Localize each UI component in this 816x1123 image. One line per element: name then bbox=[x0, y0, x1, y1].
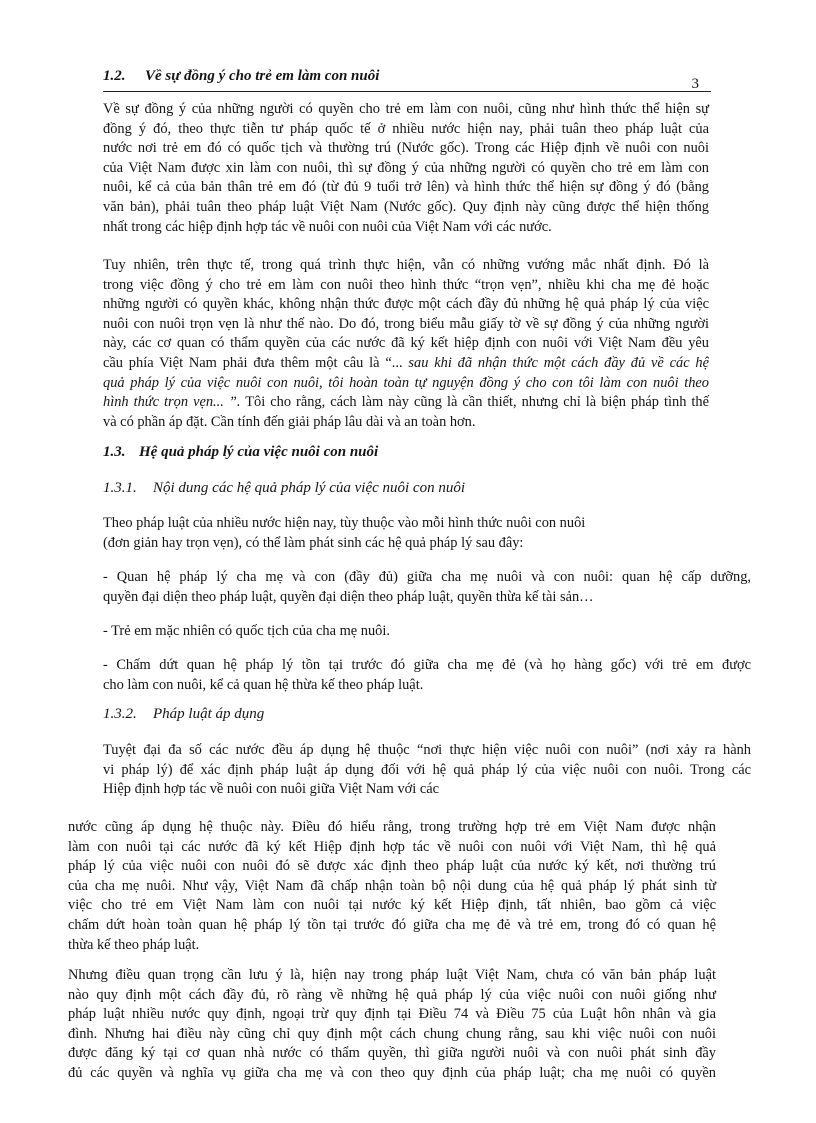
list-item bbox=[103, 656, 751, 695]
text-line: vi pháp lý) để xác định pháp luật áp dụng đối với hệ quả pháp lý của việc nuôi con nuôi. Trong các bbox=[103, 761, 751, 778]
text-line: - Chấm dứt quan hệ pháp lý tồn tại trước đó giữa cha mẹ đẻ (và họ hàng gốc) với trẻ em được bbox=[103, 657, 751, 673]
quoted-text: quả pháp lý của việc nuôi con nuôi, tôi hoàn toàn tự nguyện đồng ý cho con tôi làm con nuôi theo bbox=[103, 374, 709, 391]
section-heading-1-3-2 bbox=[103, 706, 264, 723]
text-line: Hiệp định hợp tác về nuôi con nuôi giữa Việt Nam với các bbox=[103, 781, 440, 798]
paragraph-consent-issues bbox=[103, 256, 709, 432]
text-line: thừa kế theo pháp luật. bbox=[68, 936, 200, 953]
text-line: được đăng ký tại cơ quan nhà nước có thẩm quyền, thì giữa người nuôi và con nuôi phát sinh đầy bbox=[68, 1045, 716, 1062]
text-line: pháp luật nhiều nước quy định, ngoại trừ quy định tại Điều 74 và Điều 75 của Luật hôn nhân và gia bbox=[68, 1006, 716, 1023]
text-line: nuôi con nuôi trọn vẹn là như thế nào. Do đó, trong biểu mẫu giấy tờ về sự đồng ý của những người bbox=[103, 315, 709, 332]
text-line: chấm dứt hoàn toàn quan hệ pháp lý tồn tại trước đó giữa cha mẹ đẻ và trẻ em, trong đó có quan hệ bbox=[68, 916, 716, 933]
section-title: Pháp luật áp dụng bbox=[153, 706, 265, 722]
text-line: nuôi, kể cả của bản thân trẻ em đó (từ đủ 9 tuổi trở lên) và hình thức thể hiện sự đồng ý đó (bằng bbox=[103, 179, 709, 196]
section-title: Về sự đồng ý cho trẻ em làm con nuôi bbox=[145, 68, 380, 84]
section-heading-1-3 bbox=[103, 444, 378, 461]
text-line: Tuyệt đại đa số các nước đều áp dụng hệ thuộc “nơi thực hiện việc nuôi con nuôi” (nơi xảy ra hành bbox=[103, 742, 751, 758]
quoted-text: sau khi đã nhận thức một cách đầy đủ về các hệ bbox=[408, 354, 709, 371]
section-heading-1-3-1 bbox=[103, 480, 465, 497]
text-line: nước nơi trẻ em đó có quốc tịch và thường trú (Nước gốc). Trong các Hiệp định về nuôi con nuôi bbox=[103, 140, 709, 157]
section-number: 1.2. bbox=[103, 68, 126, 84]
text-line: nước cũng áp dụng hệ thuộc này. Điều đó hiểu rằng, trong trường hợp trẻ em Việt Nam được nhận bbox=[68, 819, 716, 835]
text-line bbox=[103, 393, 709, 413]
quoted-text: hình thức trọn vẹn... ”. bbox=[103, 394, 241, 411]
text-run: Tôi cho rằng, cách làm này cũng là cần thiết, nhưng chỉ là biện pháp tình thế bbox=[240, 394, 710, 411]
text-line: Nhưng điều quan trọng cần lưu ý là, hiện nay trong pháp luật Việt Nam, chưa có văn bản pháp luật bbox=[68, 967, 716, 983]
text-line: những người có quyền khác, không nhận thức được một cách đầy đủ những hệ quả pháp lý của việc bbox=[103, 296, 709, 313]
text-line: pháp lý của việc nuôi con nuôi đó sẽ được xác định theo pháp luật của nước ký kết, nơi thường trú bbox=[68, 858, 716, 875]
page-number: 3 bbox=[691, 76, 699, 92]
text-line: nào quy định một cách đầy đủ, rõ ràng về những hệ quả pháp lý của việc nuôi con nuôi giống như bbox=[68, 986, 716, 1003]
text-line: văn bản), phải tuân theo pháp luật Việt Nam (Nước gốc). Quy định này cũng được thể hiện thống bbox=[103, 198, 709, 215]
section-heading-1-2 bbox=[103, 68, 379, 85]
text-line: - Quan hệ pháp lý cha mẹ và con (đầy đủ) giữa cha mẹ nuôi và con nuôi: quan hệ cấp dưỡng, bbox=[103, 569, 751, 585]
section-title: Hệ quả pháp lý của việc nuôi con nuôi bbox=[139, 444, 379, 460]
text-line bbox=[103, 354, 709, 374]
text-line: đình. Nhưng hai điều này cũng chỉ quy định một cách chung chung rằng, sau khi việc nuôi con nuôi bbox=[68, 1025, 716, 1042]
text-line: quyền đại diện theo pháp luật, quyền đại diện theo pháp luật, quyền thừa kế tài sản… bbox=[103, 588, 594, 605]
paragraph-consent-law bbox=[103, 100, 709, 237]
text-line: Tuy nhiên, trên thực tế, trong quá trình thực hiện, vẫn có những vướng mắc nhất định. Đó là bbox=[103, 257, 709, 273]
paragraph-vietnam-law-gap bbox=[68, 966, 716, 1084]
list-item bbox=[103, 568, 751, 607]
section-number: 1.3.2. bbox=[103, 706, 137, 722]
text-line: này, các cơ quan có thẩm quyền của các nước đã ký kết hiệp định con nuôi với Việt Nam đều yêu bbox=[103, 335, 709, 352]
paragraph-applicable-law bbox=[103, 741, 751, 800]
text-line: và có phần áp đặt. Cần tính đến giải pháp lâu dài và an toàn hơn. bbox=[103, 413, 476, 430]
page-header bbox=[103, 67, 711, 92]
text-line: của Việt Nam được xin làm con nuôi, thì sự đồng ý của những người có quyền cho trẻ em làm con bbox=[103, 159, 709, 176]
list-item bbox=[103, 622, 751, 642]
text-line: Về sự đồng ý của những người có quyền cho trẻ em làm con nuôi, cũng như hình thức thể hiện sự bbox=[103, 101, 709, 117]
section-number: 1.3. bbox=[103, 444, 126, 460]
text-line: việc cho trẻ em Việt Nam làm con nuôi tại nước ký kết Hiệp định, tất nhiên, bao gồm cả việc bbox=[68, 897, 716, 914]
text-line: nhất trong các hiệp định hợp tác về nuôi con nuôi của Việt Nam với các nước. bbox=[103, 218, 552, 235]
text-line: trong việc đồng ý cho trẻ em làm con nuôi theo hình thức “trọn vẹn”, nhiều khi cha mẹ đẻ hoặc bbox=[103, 276, 709, 293]
text-line: làm con nuôi tại các nước đã ký kết Hiệp định hợp tác về nuôi con nuôi với Việt Nam, thì hệ quả bbox=[68, 838, 716, 855]
text-line: đồng ý đó, theo thực tiễn tư pháp quốc tế ở nhiều nước hiện nay, phải tuân theo pháp luật của bbox=[103, 120, 709, 137]
text-line: đủ các quyền và nghĩa vụ giữa cha mẹ và con theo quy định của pháp luật; cha mẹ nuôi có quyền bbox=[68, 1064, 716, 1081]
text-line bbox=[103, 374, 709, 394]
text-line: cho làm con nuôi, kể cả quan hệ thừa kế theo pháp luật. bbox=[103, 676, 424, 693]
text-line: của cha mẹ nuôi. Như vậy, Việt Nam đã chấp nhận toàn bộ nội dung của hệ quả pháp lý phát sinh từ bbox=[68, 877, 716, 894]
text-run: cầu phía Việt Nam phải đưa thêm một câu là “... bbox=[103, 354, 409, 371]
text-line: - Trẻ em mặc nhiên có quốc tịch của cha mẹ nuôi. bbox=[103, 623, 390, 639]
section-number: 1.3.1. bbox=[103, 480, 137, 496]
text-line: (đơn giản hay trọn vẹn), có thể làm phát sinh các hệ quả pháp lý sau đây: bbox=[103, 534, 524, 551]
text-line: Theo pháp luật của nhiều nước hiện nay, tùy thuộc vào mỗi hình thức nuôi con nuôi bbox=[103, 515, 586, 531]
paragraph-legal-consequences-intro bbox=[103, 514, 709, 553]
section-title: Nội dung các hệ quả pháp lý của việc nuôi con nuôi bbox=[153, 480, 466, 496]
paragraph-applicable-law-continued bbox=[68, 818, 716, 955]
